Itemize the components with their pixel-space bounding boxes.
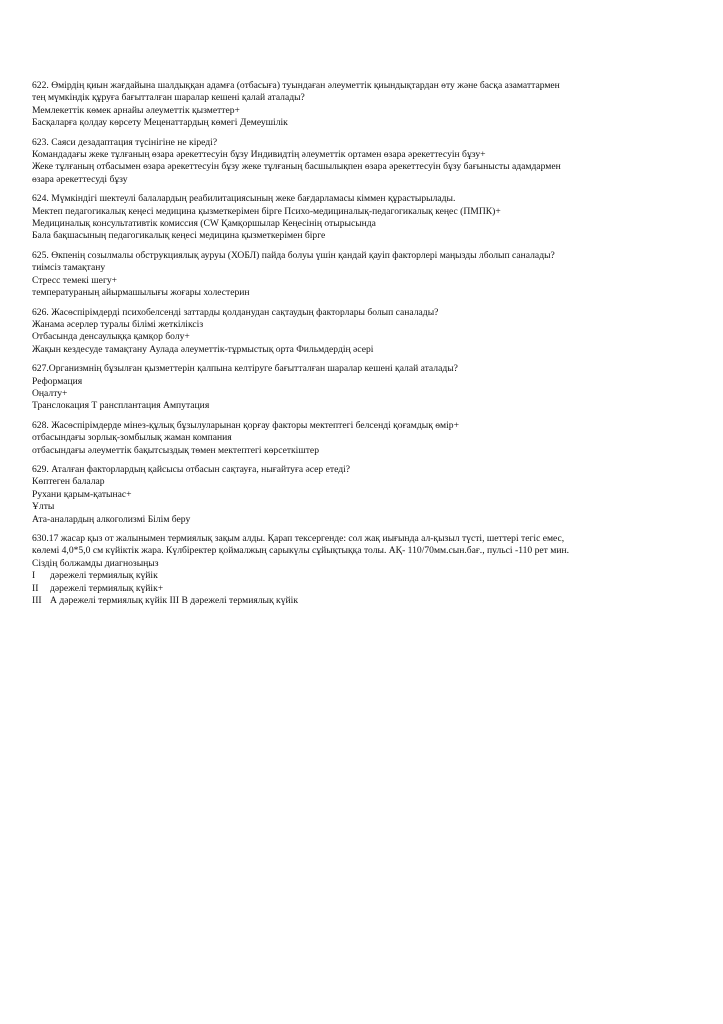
roman-numeral: III (32, 595, 42, 607)
question-622 (32, 80, 692, 130)
question-text: 624. Мүмкіндігі шектеулі балалардың реабилитациясының жеке бағдарламасы кіммен құрастырылады. (32, 193, 456, 205)
question-630 (32, 533, 692, 607)
question-text: 628. Жасөспірімдерде мінез-құлық бұзылуларынан қорғау факторы мектептегі белсенді қоғамдық өмір+ (32, 419, 459, 431)
answer-option: өзара әрекеттесуді бұзу (32, 173, 128, 185)
answer-option: Медициналық консультативтік комиссия (CW Қамқоршылар Кеңесінің отырысында (32, 218, 376, 230)
question-628 (32, 420, 692, 457)
question-text: 629. Аталған факторлардың қайсысы отбасын сақтауға, нығайтуға әсер етеді? (32, 463, 351, 475)
answer-option: температураның айырмашылығы жоғары холестерин (32, 287, 250, 299)
question-629 (32, 464, 692, 526)
roman-numeral: I (32, 570, 36, 582)
question-623 (32, 137, 692, 187)
answer-option: Оңалту+ (32, 387, 68, 399)
answer-option-text: А дәрежелі термиялық күйік III В дәрежелі термиялық күйік (50, 595, 298, 607)
question-627 (32, 363, 692, 413)
answer-option: Жеке тұлғаның отбасымен өзара әрекеттесуін бұзу жеке тұлғаның басшылықпен өзара әрекеттесуін бұзу бағынысты адамдармен (32, 161, 561, 173)
answer-option: Жанама әсерлер туралы білімі жеткіліксіз (32, 318, 204, 330)
answer-option: Командадағы жеке тұлғаның өзара әрекеттесуін бұзу Индивидтің әлеуметтік ортамен өзара әрекеттесуін бұзу+ (32, 149, 486, 161)
answer-option: Отбасында денсаулыққа қамқор болу+ (32, 331, 190, 343)
answer-option: Рухани қарым-қатынас+ (32, 488, 132, 500)
question-625 (32, 250, 692, 300)
answer-option: Жақын кездесуде тамақтану Аулада әлеуметтік-тұрмыстық орта Фильмдердің әсері (32, 343, 374, 355)
roman-numeral: II (32, 582, 39, 594)
answer-option: тиімсіз тамақтану (32, 262, 106, 274)
answer-option (32, 583, 692, 595)
question-text: Сіздің болжамды диагнозыңыз (32, 557, 159, 569)
answer-option: Ата-аналардың алкоголизмі Білім беру (32, 513, 191, 525)
question-624 (32, 193, 692, 243)
answer-option: Басқаларға қолдау көрсету Меценаттардың көмегі Демеушілік (32, 117, 288, 129)
answer-option: Көптеген балалар (32, 476, 105, 488)
answer-option: Транслокация Т рансплантация Ампутация (32, 400, 210, 412)
answer-option (32, 595, 692, 607)
question-text: 626. Жасөспірімдерді психобелсенді заттарды қолданудан сақтаудың факторлары болып саналады? (32, 306, 439, 318)
answer-option: Бала бақшасының педагогикалық кеңесі медицина қызметкерімен бірге (32, 230, 326, 242)
answer-option (32, 570, 692, 582)
answer-option: отбасындағы зорлық-зомбылық жаман компания (32, 432, 232, 444)
answer-option: Стресс темекі шегу+ (32, 274, 118, 286)
question-list (32, 80, 692, 614)
answer-option: Ұлты (32, 501, 55, 513)
answer-option-text: дәрежелі термиялық күйік+ (50, 582, 164, 594)
question-text: 627.Организмнің бұзылған қызметтерін қалпына келтіруге бағытталған шаралар кешені қалай аталады? (32, 363, 458, 375)
question-626 (32, 307, 692, 357)
question-text: 623. Саяси дезадаптация түсінігіне не кіреді? (32, 136, 218, 148)
question-text: тең мүмкіндік құруға бағытталған шаралар кешені қалай аталады? (32, 92, 305, 104)
answer-option: Мемлекеттік көмек арнайы әлеуметтік қызметтер+ (32, 104, 240, 116)
answer-option-text: дәрежелі термиялық күйік (50, 570, 158, 582)
question-text: 630.17 жасар қыз от жалынымен термиялық зақым алды. Қарап тексергенде: сол жақ иығында ал-қызыл түсті, шеттері тегіс емес, (32, 533, 565, 544)
question-text: 625. Өкпенің созылмалы обструкциялық ауруы (ХОБЛ) пайда болуы үшін қандай қауіп факторлері маңызды лболып саналады? (32, 249, 555, 261)
question-text: 622. Өмірдің қиын жағдайына шалдыққан адамға (отбасыға) туындаған әлеуметтік қиындықтардан өту және басқа азаматтармен (32, 80, 560, 91)
answer-option: Реформация (32, 375, 83, 387)
answer-option: Мектеп педагогикалық кеңесі медицина қызметкерімен бірге Психо-медициналық-педагогикалық кеңес (ПМПК)+ (32, 205, 501, 217)
answer-option: отбасындағы әлеуметтік бақытсыздық төмен мектептегі көрсеткіштер (32, 444, 319, 456)
question-text: көлемі 4,0*5,0 см күйіктік жара. Күлбіректер қоймалжың сарыкүлы сұйықтыққа толы. АҚ- 110/70мм.сын.бағ., пульсі -110 рет мин. (32, 545, 570, 557)
